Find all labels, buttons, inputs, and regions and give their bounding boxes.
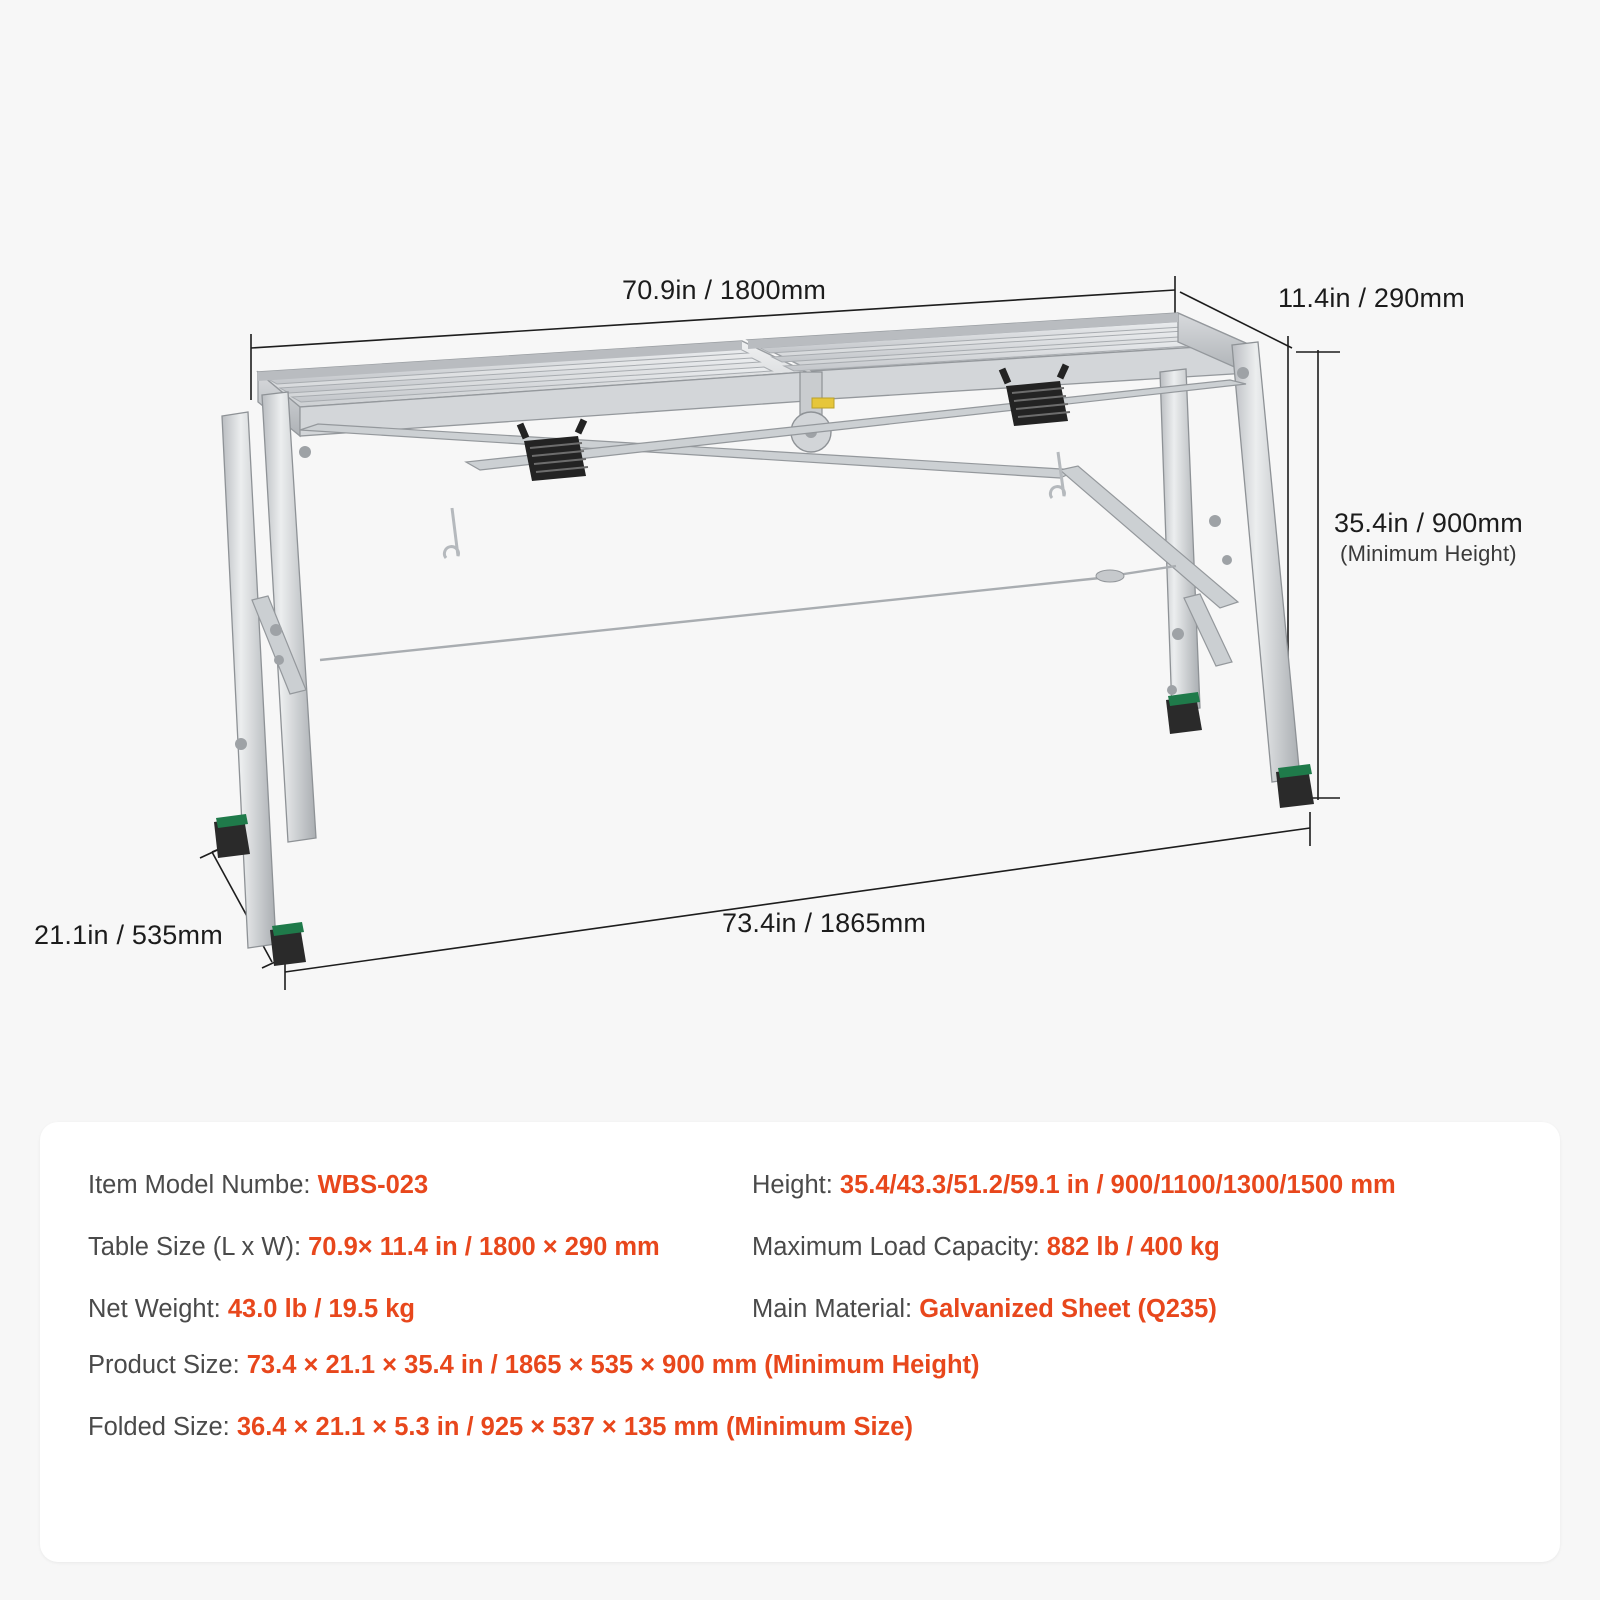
spec-label-product-size: Product Size: [88,1351,240,1379]
spec-label-table-size: Table Size (L x W): [88,1232,302,1261]
spec-label-material: Main Material: [752,1294,913,1323]
spec-label-load-capacity: Maximum Load Capacity: [752,1232,1040,1261]
spec-row-product-size [88,1350,1528,1382]
spec-row-height [752,1170,1542,1202]
spec-label-model: Item Model Numbe: [88,1171,311,1199]
spec-row-folded-size [88,1412,1528,1444]
spec-value-folded-size: 36.4 × 21.1 × 5.3 in / 925 × 537 × 135 mm (Minimum Size) [236,1412,913,1441]
spec-value-table-size: 70.9× 11.4 in / 1800 × 290 mm [308,1232,660,1261]
spec-value-model: WBS-023 [317,1171,429,1199]
spec-row-net-weight [88,1294,788,1326]
spec-row-material [752,1294,1542,1326]
dim-base-length: 73.4in / 1865mm [722,908,927,938]
spec-value-net-weight: 43.0 lb / 19.5 kg [227,1294,415,1323]
spec-column-right [752,1170,1542,1356]
dim-table-width: 11.4in / 290mm [1278,283,1465,313]
legs [214,342,1314,966]
spec-label-folded-size: Folded Size: [88,1412,230,1441]
dim-height [1334,508,1523,567]
spec-value-height: 35.4/43.3/51.2/59.1 in / 900/1100/1300/1500 mm [839,1171,1396,1199]
dim-base-depth: 21.1in / 535mm [34,920,223,950]
spec-column-left [88,1170,788,1356]
spec-label-height: Height: [752,1171,833,1199]
dim-height-value: 35.4in / 900mm [1334,508,1523,538]
spec-row-model [88,1170,788,1202]
dim-height-note: (Minimum Height) [1340,541,1517,566]
spec-row-table-size [88,1232,788,1264]
dim-table-length: 70.9in / 1800mm [622,275,827,305]
specifications-card [40,1122,1560,1562]
spec-value-load-capacity: 882 lb / 400 kg [1046,1232,1220,1261]
platform-top [258,313,1248,436]
spec-label-net-weight: Net Weight: [88,1294,221,1323]
spec-row-load-capacity [752,1232,1542,1264]
spec-value-material: Galvanized Sheet (Q235) [919,1294,1217,1323]
spec-wide-rows [88,1350,1528,1474]
spec-value-product-size: 73.4 × 21.1 × 35.4 in / 1865 × 535 × 900 mm (Minimum Height) [246,1351,980,1379]
